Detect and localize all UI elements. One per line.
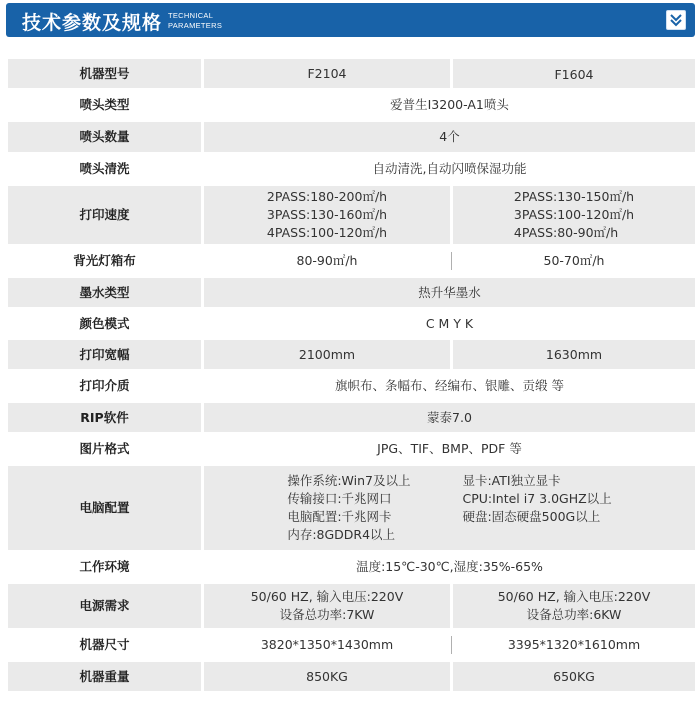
spec-value: 蒙泰7.0	[427, 409, 472, 425]
spec-label: 电脑配置	[79, 500, 130, 515]
spec-label: 工作环境	[79, 559, 130, 574]
speed-item: 3PASS:130-160㎡/h	[266, 207, 388, 222]
spec-value-f2104: 850KG	[306, 668, 348, 684]
spec-row-power	[8, 584, 695, 630]
config-item: 内存:8GDDR4以上	[287, 527, 396, 542]
spec-row-head-type	[8, 90, 695, 122]
speed-item: 3PASS:100-120㎡/h	[513, 207, 635, 222]
spec-row-color-mode	[8, 309, 695, 340]
spec-row-print-width	[8, 340, 695, 371]
power-item: 设备总功率:6KW	[526, 607, 622, 622]
spec-row-head-clean	[8, 154, 695, 186]
spec-label: 图片格式	[79, 441, 130, 456]
computer-config	[287, 472, 611, 544]
spec-row-head-count	[8, 122, 695, 154]
spec-row-weight	[8, 662, 695, 693]
spec-label: 打印速度	[79, 207, 130, 222]
spec-value-f1604: F1604	[554, 67, 594, 82]
power-item: 设备总功率:7KW	[279, 607, 375, 622]
spec-value-f1604: 3395*1320*1610mm	[507, 637, 641, 652]
spec-value: 4个	[439, 129, 460, 144]
subtitle-line-1: TECHNICAL	[168, 11, 214, 20]
section-header	[6, 3, 695, 37]
spec-row-lightbox	[8, 246, 695, 278]
spec-row-image-format	[8, 434, 695, 466]
config-item: 硬盘:固态硬盘500G以上	[462, 509, 601, 524]
spec-label: 机器重量	[79, 668, 130, 684]
spec-table	[8, 59, 695, 693]
power-item: 50/60 HZ, 输入电压:220V	[497, 589, 651, 604]
spec-row-rip	[8, 403, 695, 434]
spec-label: 打印宽幅	[79, 346, 130, 362]
column-divider	[451, 252, 452, 270]
config-list-right	[462, 472, 611, 526]
spec-value: 自动清洗,自动闪喷保湿功能	[372, 161, 527, 176]
chevron-down-double-icon	[669, 13, 683, 27]
speed-item: 4PASS:80-90㎡/h	[513, 225, 619, 240]
power-f2104	[251, 588, 404, 624]
spec-value: JPG、TIF、BMP、PDF 等	[377, 441, 522, 456]
spec-value-f2104: 2100mm	[298, 346, 356, 362]
spec-row-media	[8, 371, 695, 403]
spec-row-size	[8, 630, 695, 662]
spec-label: 背光灯箱布	[73, 253, 136, 268]
spec-label: 打印介质	[79, 378, 130, 393]
spec-value-f2104: 80-90㎡/h	[296, 253, 358, 268]
spec-value: 爱普生I3200-A1喷头	[390, 97, 509, 112]
section-title: 技术参数及规格	[22, 12, 163, 34]
spec-row-computer	[8, 466, 695, 552]
config-item: 传输接口:千兆网口	[287, 491, 392, 506]
spec-row-environment	[8, 552, 695, 584]
speed-item: 2PASS:130-150㎡/h	[513, 189, 635, 204]
spec-label: 墨水类型	[79, 284, 130, 300]
spec-row-model	[8, 59, 695, 90]
speed-list-f2104	[267, 188, 387, 242]
config-item: 电脑配置:千兆网卡	[287, 509, 392, 524]
spec-label: 喷头数量	[79, 129, 130, 144]
spec-row-print-speed	[8, 186, 695, 246]
spec-value-f1604: 1630mm	[545, 346, 603, 362]
spec-value-f1604: 50-70㎡/h	[543, 253, 605, 268]
config-item: 操作系统:Win7及以上	[287, 473, 411, 488]
section-subtitle	[168, 11, 222, 31]
spec-value-f1604: 650KG	[553, 668, 595, 684]
spec-row-ink	[8, 278, 695, 309]
spec-value: C M Y K	[425, 315, 474, 331]
spec-label: RIP软件	[80, 409, 129, 425]
collapse-button[interactable]	[666, 10, 686, 30]
spec-label: 颜色模式	[79, 315, 130, 331]
spec-value: 旗帜布、条幅布、经编布、银雕、贡缎 等	[335, 378, 564, 393]
speed-list-f1604	[514, 188, 634, 242]
spec-label: 机器尺寸	[79, 637, 130, 652]
config-list-left	[287, 472, 410, 544]
spec-value: 温度:15℃-30℃,湿度:35%-65%	[356, 559, 543, 574]
spec-label: 喷头类型	[79, 97, 130, 112]
subtitle-line-2: PARAMETERS	[168, 21, 223, 30]
spec-value-f2104: 3820*1350*1430mm	[260, 637, 394, 652]
spec-label: 机器型号	[79, 65, 130, 81]
spec-label: 电源需求	[79, 598, 130, 613]
config-item: 显卡:ATI独立显卡	[462, 473, 561, 488]
spec-value: 热升华墨水	[418, 284, 481, 300]
spec-label: 喷头清洗	[79, 161, 130, 176]
speed-item: 4PASS:100-120㎡/h	[266, 225, 388, 240]
config-item: CPU:Intel i7 3.0GHZ以上	[462, 491, 612, 506]
column-divider	[451, 636, 452, 654]
speed-item: 2PASS:180-200㎡/h	[266, 189, 388, 204]
power-f1604	[498, 588, 651, 624]
power-item: 50/60 HZ, 输入电压:220V	[250, 589, 404, 604]
spec-value-f2104: F2104	[307, 65, 347, 81]
